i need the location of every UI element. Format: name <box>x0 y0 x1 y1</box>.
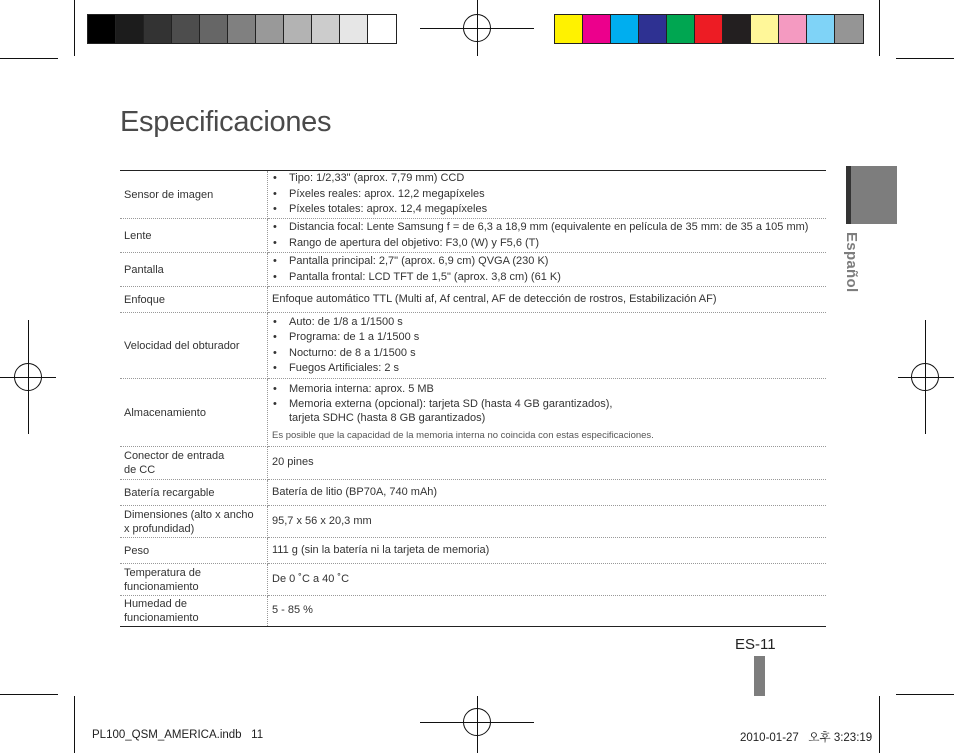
crop-mark-bottom-right-v <box>879 696 880 753</box>
row-label: Peso <box>120 538 268 564</box>
row-label <box>120 447 268 480</box>
row-value: 111 g (sin la batería ni la tarjeta de memoria) <box>268 538 827 564</box>
color-swatch <box>172 15 200 43</box>
crop-mark-bottom-right-h <box>896 694 954 695</box>
list-item-line: Memoria externa (opcional): tarjeta SD (hasta 4 GB garantizados), <box>289 398 613 410</box>
color-swatch <box>667 15 695 43</box>
color-swatch <box>695 15 723 43</box>
cmyk-color-bar <box>554 14 864 44</box>
list-item: • Pantalla frontal: LCD TFT de 1,5" (aprox. 3,8 cm) (61 K) <box>272 270 826 286</box>
table-row <box>120 171 826 219</box>
crop-mark-bottom-left-h <box>0 694 58 695</box>
crop-mark-top-right-h <box>896 58 954 59</box>
table-row <box>120 313 826 379</box>
language-tab-edge <box>846 166 851 224</box>
row-label: Sensor de imagen <box>120 171 268 219</box>
color-swatch <box>256 15 284 43</box>
footer-timestamp: 2010-01-27 오후 3:23:19 <box>740 732 873 744</box>
row-label-line: funcionamiento <box>124 580 199 593</box>
color-swatch <box>835 15 863 43</box>
table-row <box>120 480 826 506</box>
registration-mark-left-circle <box>14 363 42 391</box>
list-item: • Nocturno: de 8 a 1/1500 s <box>272 346 826 362</box>
row-value: 5 - 85 % <box>272 604 313 617</box>
color-swatch <box>88 15 116 43</box>
list-item <box>272 397 826 425</box>
crop-mark-top-left-h <box>0 58 58 59</box>
list-item: • Auto: de 1/8 a 1/1500 s <box>272 315 826 331</box>
table-row <box>120 447 826 480</box>
list-item: • Tipo: 1/2,33" (aprox. 7,79 mm) CCD <box>272 171 826 187</box>
row-value <box>268 171 827 219</box>
table-row <box>120 379 826 447</box>
row-label: Lente <box>120 219 268 253</box>
color-swatch <box>144 15 172 43</box>
list-item: • Rango de apertura del objetivo: F3,0 (W) y F5,6 (T) <box>272 236 826 252</box>
row-label: Enfoque <box>120 287 268 313</box>
crop-mark-top-right-v <box>879 0 880 56</box>
table-row <box>120 219 826 253</box>
row-value <box>268 313 827 379</box>
language-tab-text: Español <box>843 232 860 293</box>
list-item: • Programa: de 1 a 1/1500 s <box>272 330 826 346</box>
row-label: Velocidad del obturador <box>120 313 268 379</box>
color-swatch <box>639 15 667 43</box>
color-swatch <box>751 15 779 43</box>
bullet-list <box>272 315 826 377</box>
bullet-list <box>272 254 826 285</box>
color-swatch <box>555 15 583 43</box>
row-value <box>268 219 827 253</box>
color-swatch <box>368 15 396 43</box>
table-row <box>120 596 826 627</box>
table-row <box>120 506 826 538</box>
row-label-line: Conector de entrada <box>124 450 225 462</box>
registration-mark-top-circle <box>463 14 491 42</box>
row-value: Batería de litio (BP70A, 740 mAh) <box>268 480 827 506</box>
row-value <box>268 253 827 287</box>
language-tab-label <box>838 232 860 292</box>
list-item: • Píxeles totales: aprox. 12,4 megapíxeles <box>272 202 826 218</box>
language-tab <box>846 166 897 224</box>
color-swatch <box>200 15 228 43</box>
row-label: Almacenamiento <box>120 379 268 447</box>
grayscale-color-bar <box>87 14 397 44</box>
footer-file-name: PL100_QSM_AMERICA.indb 11 <box>92 729 264 741</box>
row-label-line: Humedad de <box>124 598 187 610</box>
list-item: • Fuegos Artificiales: 2 s <box>272 361 826 377</box>
row-label: Pantalla <box>120 253 268 287</box>
table-row <box>120 538 826 564</box>
row-value: 20 pines <box>268 447 827 480</box>
page-number: ES-11 <box>735 636 776 653</box>
row-label-line: de CC <box>124 464 156 476</box>
page-number-bar <box>754 656 765 696</box>
table-row <box>120 253 826 287</box>
row-label-line: Dimensiones (alto x ancho <box>124 508 254 521</box>
table-row <box>120 564 826 596</box>
row-label-line: Temperatura de <box>124 566 202 579</box>
row-label: Batería recargable <box>120 480 268 506</box>
color-swatch <box>340 15 368 43</box>
bullet-list <box>272 171 826 218</box>
list-item: • Píxeles reales: aprox. 12,2 megapíxeles <box>272 187 826 203</box>
color-swatch <box>116 15 144 43</box>
row-value <box>268 379 827 447</box>
color-swatch <box>723 15 751 43</box>
bullet-list <box>272 220 826 251</box>
row-label <box>120 596 268 627</box>
specifications-table <box>120 170 826 627</box>
storage-note: Es posible que la capacidad de la memoria interna no coincida con estas especificaciones. <box>272 430 654 441</box>
color-swatch <box>807 15 835 43</box>
row-value: Enfoque automático TTL (Multi af, Af central, AF de detección de rostros, Estabilización AF) <box>268 287 827 313</box>
row-label-line: x profundidad) <box>124 522 195 535</box>
list-item: • Pantalla principal: 2,7" (aprox. 6,9 cm) QVGA (230 K) <box>272 254 826 270</box>
row-label-line: funcionamiento <box>124 612 199 624</box>
list-item-line: tarjeta SDHC (hasta 8 GB garantizados) <box>289 412 486 424</box>
table-row <box>120 287 826 313</box>
list-item: • Distancia focal: Lente Samsung f = de 6,3 a 18,9 mm (equivalente en película de 35 mm: de 35 a 105 mm) <box>272 220 826 236</box>
row-label <box>120 564 268 596</box>
bullet-list <box>272 382 826 426</box>
row-label <box>120 506 268 538</box>
color-swatch <box>312 15 340 43</box>
row-value: 95,7 x 56 x 20,3 mm <box>268 506 827 538</box>
crop-mark-bottom-left-v <box>74 696 75 753</box>
list-item: • Memoria interna: aprox. 5 MB <box>272 382 826 398</box>
row-value: De 0 ˚C a 40 ˚C <box>268 564 827 596</box>
color-swatch <box>228 15 256 43</box>
registration-mark-right-circle <box>911 363 939 391</box>
crop-mark-top-left-v <box>74 0 75 56</box>
color-swatch <box>779 15 807 43</box>
page-title: Especificaciones <box>120 106 332 138</box>
color-swatch <box>284 15 312 43</box>
color-swatch <box>583 15 611 43</box>
registration-mark-bottom-circle <box>463 708 491 736</box>
color-swatch <box>611 15 639 43</box>
